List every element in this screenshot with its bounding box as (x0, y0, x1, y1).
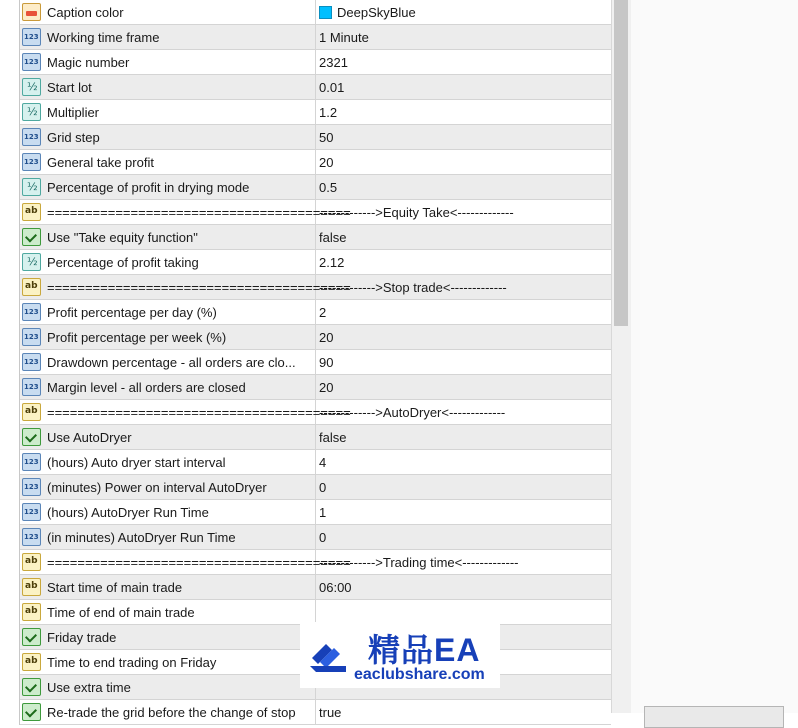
property-label: Caption color (47, 5, 124, 20)
property-label: Profit percentage per day (%) (47, 305, 217, 320)
property-row[interactable] (20, 475, 611, 500)
property-label: Start lot (47, 80, 92, 95)
property-value-text: true (319, 705, 342, 720)
property-label: (hours) AutoDryer Run Time (47, 505, 209, 520)
property-value-text: 2321 (319, 55, 348, 70)
property-row[interactable] (20, 75, 611, 100)
property-value-text: false (319, 430, 347, 445)
property-name-cell (20, 250, 316, 274)
property-value-text: 06:00 (319, 580, 352, 595)
property-row[interactable] (20, 550, 611, 575)
property-row[interactable] (20, 500, 611, 525)
property-name-cell (20, 225, 316, 249)
integer-type-icon (22, 353, 41, 371)
scrollbar-thumb[interactable] (614, 0, 628, 326)
double-type-icon (22, 178, 41, 196)
property-name-cell (20, 450, 316, 474)
integer-type-icon (22, 53, 41, 71)
property-name-cell (20, 650, 316, 674)
string-type-icon (22, 203, 41, 221)
property-value[interactable] (319, 530, 326, 545)
property-value[interactable] (319, 405, 505, 420)
watermark-url: eaclubshare.com (354, 666, 485, 683)
property-row[interactable] (20, 400, 611, 425)
property-row[interactable] (20, 125, 611, 150)
property-value[interactable] (319, 130, 333, 145)
property-value-text: 20 (319, 330, 334, 345)
property-name-cell (20, 75, 316, 99)
watermark (300, 622, 500, 688)
property-name-cell (20, 50, 316, 74)
property-name-cell (20, 25, 316, 49)
property-label: Percentage of profit in drying mode (47, 180, 250, 195)
property-value-text: 1 (319, 505, 327, 520)
property-label: Use extra time (47, 680, 131, 695)
property-value[interactable] (319, 505, 326, 520)
property-row[interactable] (20, 575, 611, 600)
property-value-text: ------------->Trading time<------------- (319, 555, 519, 570)
property-value[interactable] (319, 705, 341, 720)
property-name-cell (20, 575, 316, 599)
property-row[interactable] (20, 425, 611, 450)
string-type-icon (22, 578, 41, 596)
property-value[interactable] (319, 380, 333, 395)
property-name-cell (20, 700, 316, 724)
property-value[interactable] (319, 205, 514, 220)
property-label: Working time frame (47, 30, 160, 45)
property-value[interactable] (319, 580, 352, 595)
property-row[interactable] (20, 700, 611, 725)
property-label: Use "Take equity function" (47, 230, 198, 245)
property-name-cell (20, 675, 316, 699)
vertical-scrollbar[interactable] (611, 0, 631, 713)
double-type-icon (22, 103, 41, 121)
property-value[interactable] (319, 80, 344, 95)
property-name-cell (20, 500, 316, 524)
side-panel (631, 0, 798, 713)
property-value-text: 50 (319, 130, 334, 145)
property-name-cell (20, 600, 316, 624)
integer-type-icon (22, 128, 41, 146)
property-value-text: 1 Minute (319, 30, 369, 45)
property-value-text: 0.5 (319, 180, 338, 195)
property-name-cell (20, 100, 316, 124)
property-value-text: 20 (319, 155, 334, 170)
property-value-text: ------------->Stop trade<------------- (319, 280, 507, 295)
property-value-text: 90 (319, 355, 334, 370)
property-label: ======================================== (47, 555, 351, 570)
property-value-text: 1.2 (319, 105, 338, 120)
property-value-text: 2 (319, 305, 327, 320)
property-value[interactable] (319, 355, 333, 370)
double-type-icon (22, 78, 41, 96)
property-label: Time of end of main trade (47, 605, 195, 620)
integer-type-icon (22, 328, 41, 346)
property-label: (hours) Auto dryer start interval (47, 455, 226, 470)
property-name-cell (20, 175, 316, 199)
boolean-type-icon (22, 678, 41, 696)
property-row[interactable] (20, 325, 611, 350)
property-value[interactable] (319, 430, 346, 445)
property-label: (minutes) Power on interval AutoDryer (47, 480, 267, 495)
property-name-cell (20, 525, 316, 549)
property-value[interactable] (319, 280, 507, 295)
boolean-type-icon (22, 428, 41, 446)
property-value-text: ------------->Equity Take<------------- (319, 205, 514, 220)
property-value[interactable] (319, 330, 333, 345)
property-label: General take profit (47, 155, 154, 170)
property-value[interactable] (319, 180, 337, 195)
integer-type-icon (22, 503, 41, 521)
property-value[interactable] (319, 230, 346, 245)
string-type-icon (22, 278, 41, 296)
property-name-cell (20, 125, 316, 149)
property-label: Profit percentage per week (%) (47, 330, 227, 345)
property-value-text: 2.12 (319, 255, 345, 270)
boolean-type-icon (22, 703, 41, 721)
property-row[interactable] (20, 450, 611, 475)
property-row[interactable] (20, 25, 611, 50)
property-label: Magic number (47, 55, 130, 70)
property-value[interactable] (319, 55, 348, 70)
property-name-cell (20, 150, 316, 174)
watermark-title: 精品EA (368, 632, 481, 668)
property-row[interactable] (20, 350, 611, 375)
property-value[interactable] (319, 105, 337, 120)
string-type-icon (22, 653, 41, 671)
integer-type-icon (22, 478, 41, 496)
property-row[interactable] (20, 275, 611, 300)
property-name-cell (20, 200, 351, 224)
property-name-cell (20, 375, 316, 399)
property-name-cell (20, 550, 351, 574)
boolean-type-icon (22, 628, 41, 646)
property-name-cell (20, 300, 316, 324)
property-value-text: 0 (319, 530, 327, 545)
property-row[interactable] (20, 300, 611, 325)
string-type-icon (22, 603, 41, 621)
property-label: Grid step (47, 130, 100, 145)
property-name-cell (20, 350, 316, 374)
integer-type-icon (22, 153, 41, 171)
integer-type-icon (22, 453, 41, 471)
property-label: Drawdown percentage - all orders are clo... (47, 355, 296, 370)
property-name-cell (20, 475, 316, 499)
property-row[interactable] (20, 375, 611, 400)
property-label: Time to end trading on Friday (47, 655, 217, 670)
property-value-text: false (319, 230, 347, 245)
integer-type-icon (22, 28, 41, 46)
color-type-icon (22, 3, 41, 21)
double-type-icon (22, 253, 41, 271)
properties-grid (19, 0, 611, 725)
property-row[interactable] (20, 225, 611, 250)
property-label: Percentage of profit taking (47, 255, 199, 270)
side-panel-button[interactable] (644, 706, 784, 728)
color-swatch-icon (319, 6, 332, 19)
property-label: Start time of main trade (47, 580, 183, 595)
property-name-cell (20, 625, 316, 649)
boolean-type-icon (22, 228, 41, 246)
property-value[interactable] (319, 555, 519, 570)
property-row[interactable] (20, 175, 611, 200)
integer-type-icon (22, 528, 41, 546)
property-value[interactable] (319, 5, 416, 20)
property-label: Use AutoDryer (47, 430, 132, 445)
property-label: ======================================== (47, 280, 351, 295)
property-value[interactable] (319, 255, 344, 270)
property-row[interactable] (20, 525, 611, 550)
property-label: Multiplier (47, 105, 100, 120)
property-value[interactable] (319, 455, 326, 470)
property-row[interactable] (20, 0, 611, 25)
property-name-cell (20, 425, 316, 449)
property-name-cell (20, 275, 351, 299)
property-label: Margin level - all orders are closed (47, 380, 246, 395)
property-label: ======================================== (47, 405, 351, 420)
string-type-icon (22, 553, 41, 571)
property-value-text: 20 (319, 380, 334, 395)
property-label: ======================================== (47, 205, 351, 220)
property-value-text: DeepSkyBlue (337, 5, 416, 20)
property-value[interactable] (319, 480, 326, 495)
property-row[interactable] (20, 150, 611, 175)
property-label: Re-trade the grid before the change of stop (47, 705, 296, 720)
property-value[interactable] (319, 305, 326, 320)
property-value[interactable] (319, 155, 333, 170)
property-name-cell (20, 0, 316, 24)
property-label: (in minutes) AutoDryer Run Time (47, 530, 236, 545)
property-name-cell (20, 400, 351, 424)
property-value-text: 0.01 (319, 80, 345, 95)
string-type-icon (22, 403, 41, 421)
property-value[interactable] (319, 30, 369, 45)
property-value-text: 0 (319, 480, 327, 495)
watermark-logo-icon (306, 630, 352, 676)
property-row[interactable] (20, 200, 611, 225)
property-label: Friday trade (47, 630, 117, 645)
property-name-cell (20, 325, 316, 349)
property-value-text: ------------->AutoDryer<------------- (319, 405, 506, 420)
integer-type-icon (22, 303, 41, 321)
property-row[interactable] (20, 250, 611, 275)
integer-type-icon (22, 378, 41, 396)
property-row[interactable] (20, 100, 611, 125)
property-value-text: 4 (319, 455, 327, 470)
property-row[interactable] (20, 50, 611, 75)
